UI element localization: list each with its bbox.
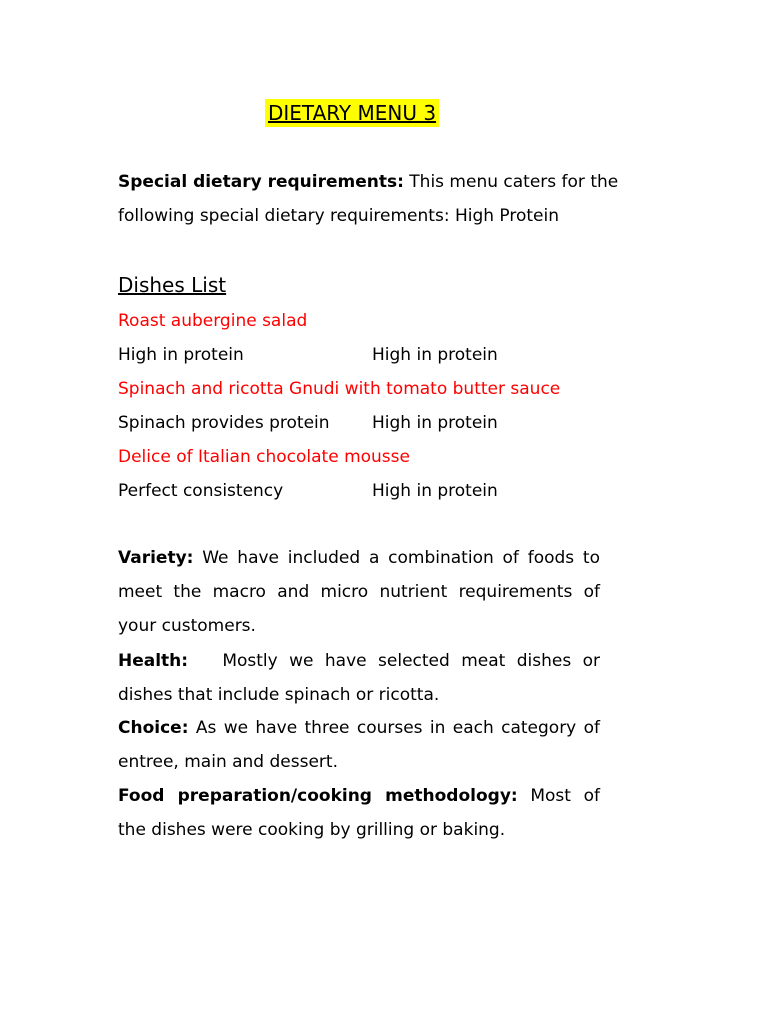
health-paragraph	[118, 644, 600, 712]
choice-paragraph	[118, 711, 600, 779]
dish-name-1: Roast aubergine salad	[118, 311, 308, 331]
dish-note-1a: High in protein	[118, 345, 244, 365]
special-requirements-label: Special dietary requirements:	[118, 172, 404, 192]
dish-notes-1	[118, 344, 498, 366]
food-prep-text: Most of the dishes were cooking by grilling or baking.	[118, 786, 600, 840]
dish-note-3b: High in protein	[372, 481, 498, 501]
choice-text: As we have three courses in each category of entree, main and dessert.	[118, 718, 600, 772]
dish-notes-2	[118, 412, 498, 434]
dish-note-3a: Perfect consistency	[118, 481, 284, 501]
variety-label: Variety:	[118, 548, 194, 568]
special-requirements-text-1: This menu caters for the	[403, 172, 619, 192]
food-prep-label: Food preparation/cooking methodology:	[118, 786, 518, 806]
food-prep-paragraph	[118, 779, 600, 847]
health-label: Health:	[118, 651, 189, 671]
dish-notes-3	[118, 480, 498, 502]
health-text: Mostly we have selected meat dishes or dishes that include spinach or ricotta.	[118, 651, 600, 705]
choice-label: Choice:	[118, 718, 189, 738]
dish-name-3: Delice of Italian chocolate mousse	[118, 447, 410, 467]
dish-note-1b: High in protein	[372, 345, 498, 365]
dish-note-2b: High in protein	[372, 413, 498, 433]
dishes-list-heading: Dishes List	[118, 273, 227, 297]
page-title: DIETARY MENU 3	[265, 99, 439, 127]
dish-name-2: Spinach and ricotta Gnudi with tomato butter sauce	[118, 379, 561, 399]
variety-text: We have included a combination of foods to meet the macro and micro nutrient requirements of your customers.	[118, 548, 600, 636]
dish-note-2a: Spinach provides protein	[118, 413, 330, 433]
special-requirements-line-1	[118, 171, 618, 193]
variety-paragraph	[118, 541, 600, 643]
special-requirements-line-2: following special dietary requirements: High Protein	[118, 206, 560, 226]
